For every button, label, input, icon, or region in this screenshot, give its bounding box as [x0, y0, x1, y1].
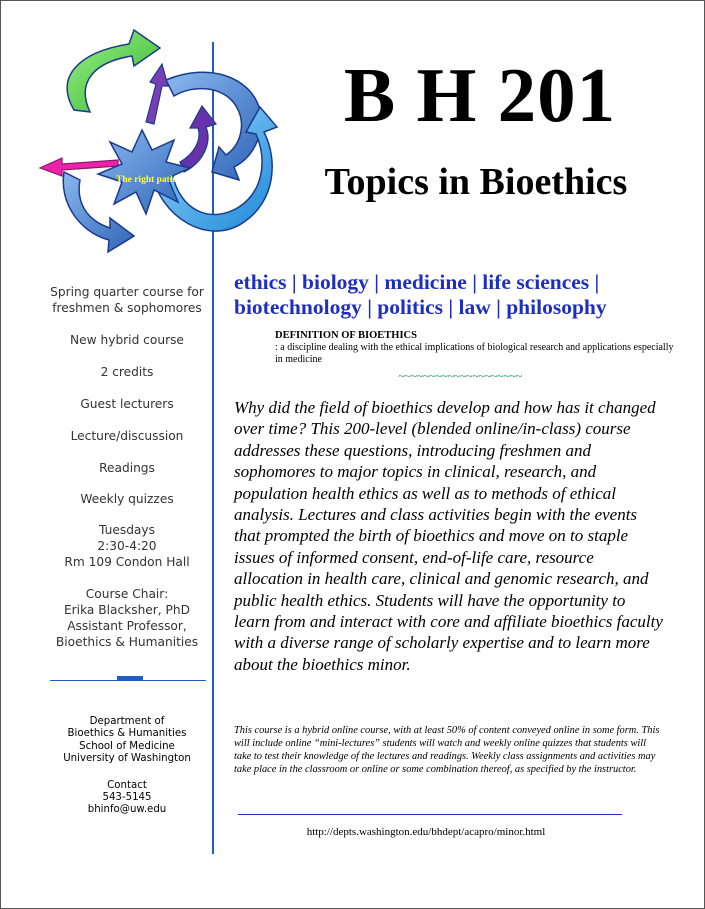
hybrid-label: New hybrid course	[70, 333, 184, 347]
chair-name: Erika Blacksher, PhD	[63, 603, 191, 617]
chair-title-2: Bioethics & Humanities	[55, 635, 199, 649]
department-contact	[44, 716, 210, 817]
chair-label: Course Chair:	[85, 587, 169, 601]
arrows-logo	[34, 22, 304, 262]
quizzes-label: Weekly quizzes	[80, 492, 174, 506]
meeting-time: 2:30-4:20	[97, 539, 157, 553]
purple-up-arrow-icon	[146, 64, 168, 124]
format-label: Lecture/discussion	[70, 429, 184, 443]
meeting-room: Rm 109 Condon Hall	[64, 555, 190, 569]
chair-title-1: Assistant Professor,	[67, 619, 187, 633]
minor-url[interactable]: http://depts.washington.edu/bhdept/acapro/minor.html	[306, 826, 546, 838]
guests-label: Guest lecturers	[80, 397, 174, 411]
logo-caption: The right path	[116, 175, 176, 185]
meeting-day: Tuesdays	[99, 523, 155, 537]
quarter-line-1: Spring quarter course for	[50, 285, 204, 299]
topics-list	[234, 270, 694, 320]
dept-line-4: University of Washington	[63, 753, 191, 765]
sidebar-rule-mark	[117, 676, 143, 681]
starburst-icon	[98, 130, 190, 214]
contact-phone: 543-5145	[102, 792, 152, 804]
quarter-line-2: freshmen & sophomores	[52, 301, 202, 315]
green-arrow-icon	[67, 30, 160, 112]
course-details-sidebar	[44, 284, 210, 650]
readings-label: Readings	[99, 461, 155, 475]
definition-divider: ~~~~~~~~~~~~~~~~~~~~	[398, 369, 522, 383]
definition-block	[275, 330, 675, 382]
course-code: B H 201	[343, 52, 617, 138]
bottom-rule	[238, 814, 622, 815]
purple-arrow-icon	[180, 106, 216, 172]
dept-line-1: Department of	[89, 716, 165, 727]
dept-line-3: School of Medicine	[79, 740, 175, 752]
dept-line-2: Bioethics & Humanities	[67, 728, 187, 740]
topics-line-2: biotechnology | politics | law | philosophy	[234, 295, 607, 319]
hybrid-note: This course is a hybrid online course, with at least 50% of content conveyed online in some form. This will include online “mini-lectures” students will watch and weekly online quizzes that students will take to test their knowledge of the lectures and readings. Weekly class assignments and activities may take place in the classroom or online or some combination thereof, as specified by the instructor.	[234, 725, 660, 775]
course-title: Topics in Bioethics	[324, 161, 628, 203]
contact-email[interactable]: bhinfo@uw.edu	[87, 804, 167, 816]
credits-label: 2 credits	[100, 365, 154, 379]
contact-label: Contact	[107, 779, 147, 791]
definition-heading: DEFINITION OF BIOETHICS	[275, 330, 417, 341]
course-description: Why did the field of bioethics develop and how has it changed over time? This 200-level (blended online/in-class) course addresses these questions, introducing freshmen and sophomores to major topics in clinical, research, and population health ethics as well as to methods of ethical analysis. Lectures and class activities begin with the events that prompted the birth of bioethics and move on to staple issues of informed consent, end-of-life care, resource allocation in health care, clinical and genomic research, and public health ethics. Students will have the opportunity to learn from and interact with core and affiliate bioethics faculty with a diverse range of scholarly expertise and to learn more about the bioethics minor.	[234, 398, 663, 674]
topics-line-1: ethics | biology | medicine | life sciences |	[234, 270, 600, 294]
definition-text: : a discipline dealing with the ethical implications of biological research and applications especially in medicine	[275, 342, 674, 365]
